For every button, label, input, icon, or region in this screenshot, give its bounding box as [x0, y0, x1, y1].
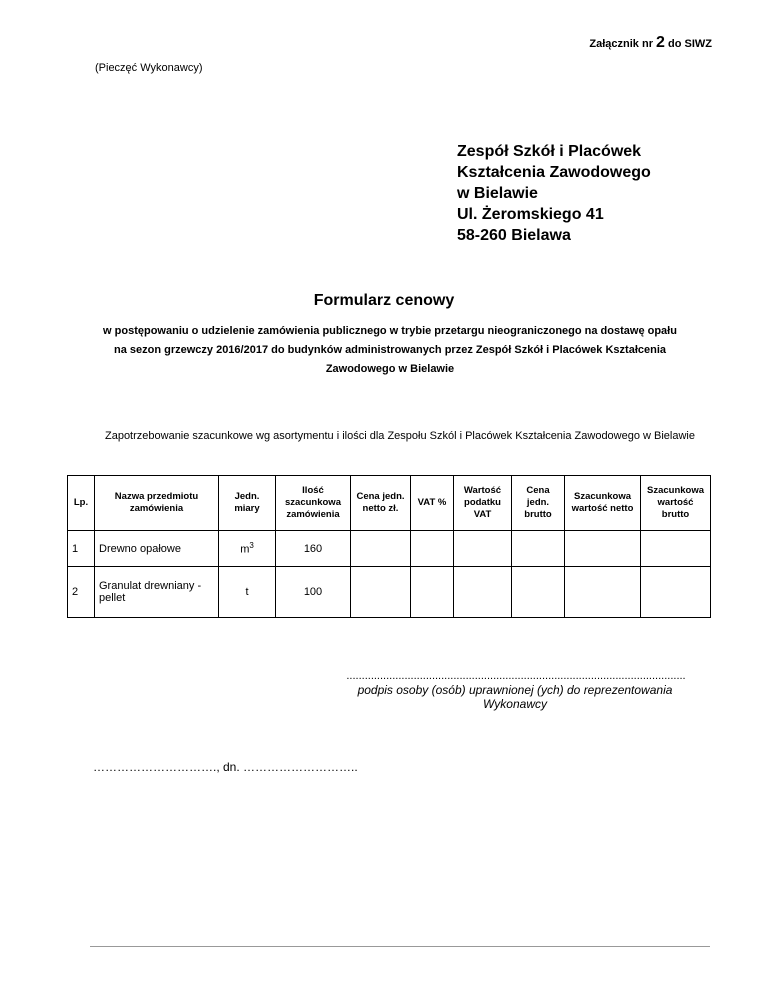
header-item-name: Nazwa przedmiotu zamówienia: [95, 476, 219, 531]
signature-line: ...............................................................................................................: [346, 670, 686, 682]
header-unit-net-price: Cena jedn. netto zł.: [351, 476, 411, 531]
recipient-line-1: Zespół Szkół i Placówek: [457, 143, 642, 160]
cell-quantity: 100: [276, 567, 351, 618]
cell-net-total[interactable]: [565, 531, 641, 567]
header-vat: VAT %: [411, 476, 454, 531]
recipient-line-5: 58-260 Bielawa: [457, 227, 571, 244]
table-row: [68, 567, 711, 618]
unit-base: t: [245, 586, 249, 598]
recipient-line-4: Ul. Żeromskiego 41: [457, 206, 604, 223]
cell-vat[interactable]: [411, 567, 454, 618]
cell-unit-gross-price[interactable]: [512, 567, 565, 618]
cell-unit-net-price[interactable]: [351, 567, 411, 618]
annex-prefix: Załącznik nr: [589, 38, 653, 50]
header-unit: Jedn. miary: [219, 476, 276, 531]
footer-divider: [90, 946, 710, 947]
table-row: [68, 531, 711, 567]
cell-vat-value[interactable]: [454, 567, 512, 618]
header-lp: Lp.: [68, 476, 95, 531]
table-header-row: [68, 476, 711, 531]
unit-base: m: [240, 543, 250, 556]
header-vat-value: Wartość podatku VAT: [454, 476, 512, 531]
cell-lp: 2: [68, 567, 95, 618]
cell-gross-total[interactable]: [641, 531, 711, 567]
cell-quantity: 160: [276, 531, 351, 567]
cell-unit: [219, 531, 276, 567]
annex-suffix: do SIWZ: [668, 38, 712, 50]
place-and-date-line: …………………………., dn. ………………………..: [93, 760, 358, 774]
unit-superscript: 3: [249, 541, 254, 551]
form-subtitle: w postępowaniu o udzielenie zamówienia publicznego w trybie przetargu nieograniczonego na dostawę opału na sezon grzewczy 2016/2017 do budynków administrowanych przez Zespół Szkół i Placówek Kształcenia Zawodowego w Bielawie: [103, 325, 677, 375]
cell-vat-value[interactable]: [454, 531, 512, 567]
annex-number: 2: [656, 34, 665, 51]
annex-label: [589, 34, 712, 52]
recipient-line-2: Kształcenia Zawodowego: [457, 164, 651, 181]
header-gross-total: Szacunkowa wartość brutto: [641, 476, 711, 531]
header-unit-gross-price: Cena jedn. brutto: [512, 476, 565, 531]
demand-description: Zapotrzebowanie szacunkowe wg asortymentu i ilości dla Zespołu Szkól i Placówek Kształcenia Zawodowego w Bielawie: [104, 430, 695, 442]
cell-net-total[interactable]: [565, 567, 641, 618]
cell-item-name: Drewno opałowe: [95, 531, 219, 567]
header-quantity: Ilość szacunkowa zamówienia: [276, 476, 351, 531]
cell-unit-gross-price[interactable]: [512, 531, 565, 567]
recipient-address: [457, 141, 651, 246]
signature-label: podpis osoby (osób) uprawnionej (ych) do reprezentowania Wykonawcy: [357, 683, 673, 711]
recipient-line-3: w Bielawie: [457, 185, 538, 202]
form-title: Formularz cenowy: [313, 292, 455, 309]
cell-item-name: Granulat drewniany - pellet: [95, 567, 219, 618]
contractor-stamp-label: (Pieczęć Wykonawcy): [95, 62, 203, 74]
cell-gross-total[interactable]: [641, 567, 711, 618]
price-table: [67, 475, 711, 618]
cell-unit: [219, 567, 276, 618]
cell-unit-net-price[interactable]: [351, 531, 411, 567]
cell-vat[interactable]: [411, 531, 454, 567]
cell-lp: 1: [68, 531, 95, 567]
header-net-total: Szacunkowa wartość netto: [565, 476, 641, 531]
